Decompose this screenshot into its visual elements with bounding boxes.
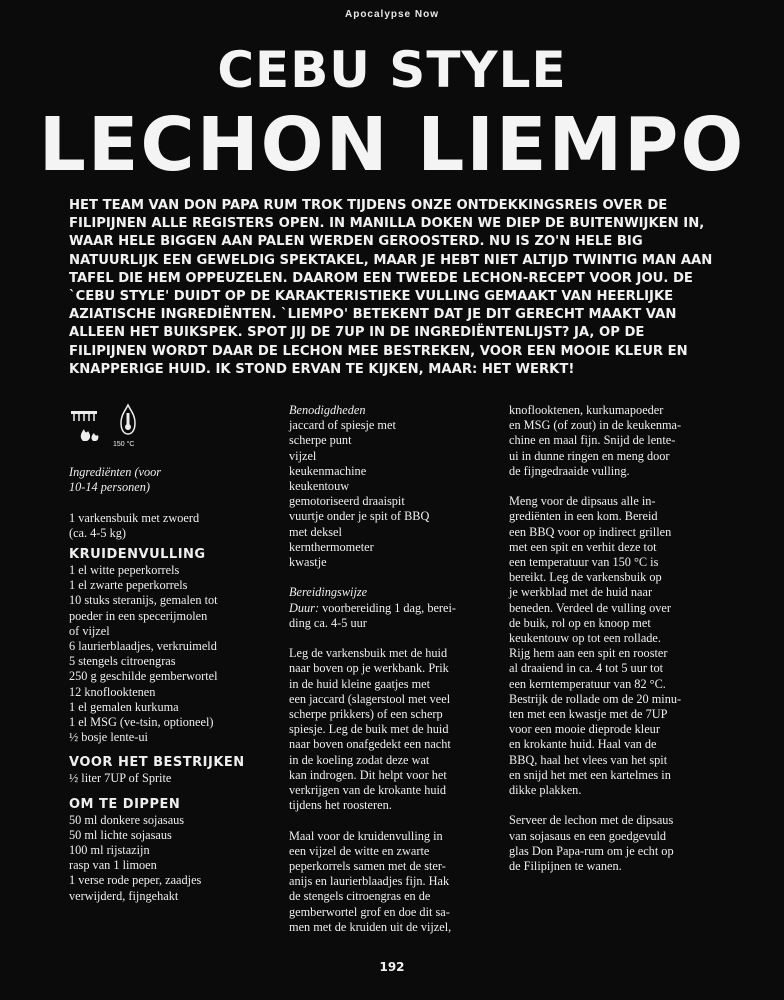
equipment-line: met deksel (289, 524, 342, 539)
method-line: al draaiend in ca. 4 tot 5 uur tot (509, 661, 664, 676)
duration-line: ding ca. 4-5 uur (289, 615, 367, 630)
method-line: naar boven onafgedekt een nacht (289, 737, 451, 752)
ingredient-line: 100 ml rijstazijn (69, 843, 150, 858)
ingredient-line: 1 el gemalen kurkuma (69, 699, 179, 714)
equipment-line: kernthermometer (289, 539, 374, 554)
method-line: dikke plakken. (509, 783, 582, 798)
ingredient-line: 1 el witte peperkorrels (69, 563, 180, 577)
ingredient-line: 1 varkensbuik met zwoerd (69, 510, 200, 525)
ingredient-line: poeder in een specerijmolen (69, 608, 208, 623)
recipe-icons (69, 403, 269, 453)
running-head: Apocalypse Now (344, 9, 440, 20)
grill-icon (69, 407, 113, 447)
method-line: in de koeling zodat deze wat (289, 752, 430, 767)
method-line: de stengels citroengras en de (289, 889, 431, 904)
method-line: Leg de varkensbuik met de huid (289, 646, 448, 661)
ingredient-line: of vijzel (69, 623, 110, 638)
method-line: een jaccard (slagerstool met veel (289, 691, 451, 706)
method-line: naar boven op je werkbank. Prik (289, 661, 449, 676)
section-heading-brush: VOOR HET BESTRIJKEN (69, 755, 245, 771)
temperature-label: 150 °C (113, 441, 135, 448)
duration-label: Duur: (289, 600, 320, 615)
method-line: verkrijgen van de krokante huid (289, 783, 447, 798)
ingredient-line: verwijderd, fijngehakt (69, 888, 179, 903)
method-line: Rijg hem aan een spit en rooster (509, 646, 668, 661)
title-line-1: CEBU STYLE (217, 41, 567, 99)
method-line: tijdens het roosteren. (289, 798, 392, 813)
equipment-line: keukentouw (289, 479, 350, 494)
method-line: de buik, rol op en knoop met (509, 615, 651, 630)
equipment-line: keukenmachine (289, 463, 367, 478)
method-line: glas Don Papa-rum om je echt op (509, 843, 674, 858)
ingredient-line: ½ bosje lente-ui (69, 730, 148, 745)
ingredient-line: 1 el MSG (ve-tsin, optioneel) (69, 715, 214, 730)
method-line: gemberwortel grof en doe dit sa- (289, 904, 450, 919)
method-line: beneden. Verdeel de vulling over (509, 600, 671, 615)
section-heading-dip: OM TE DIPPEN (69, 796, 181, 812)
method-line: knoflooktenen, kurkumapoeder (509, 403, 664, 417)
duration-text: voorbereiding 1 dag, berei- (319, 600, 456, 615)
method-line: en MSG (of zout) in de keukenma- (509, 418, 682, 433)
ingredient-line: 12 knoflooktenen (69, 684, 156, 699)
method-line: een BBQ voor op indirect grillen (509, 524, 672, 539)
method-line: men met de kruiden uit de vijzel, (289, 919, 452, 934)
ingredient-line: ½ liter 7UP of Sprite (69, 771, 172, 786)
method-line: Serveer de lechon met de dipsaus (509, 813, 674, 828)
ingredients-column (69, 403, 269, 904)
method-line: spiesje. Leg de buik met de huid (289, 722, 449, 737)
ingredients-heading-2: 10-14 personen) (69, 480, 150, 495)
ingredient-line: 50 ml lichte sojasaus (69, 827, 172, 842)
method-line: grediënten in een kom. Bereid (509, 509, 658, 524)
method-line: Meng voor de dipsaus alle in- (509, 494, 656, 509)
method-line: de Filipijnen te wanen. (509, 859, 622, 874)
duration-line (289, 601, 494, 616)
method-line: bereikt. Leg de varkensbuik op (509, 570, 662, 585)
method-line: een kerntemperatuur van 82 °C. (509, 676, 666, 691)
method-line: de fijngedraaide vulling. (509, 463, 630, 478)
method-line: chine en maal fijn. Snijd de lente- (509, 433, 676, 448)
method-line: Maal voor de kruidenvulling in (289, 828, 443, 843)
method-line: een temperatuur van 150 °C is (509, 555, 659, 570)
ingredient-line: 10 stuks steranijs, gemalen tot (69, 593, 218, 608)
equipment-line: vuurtje onder je spit of BBQ (289, 509, 430, 524)
equipment-line: scherpe punt (289, 433, 352, 448)
equipment-line: vijzel (289, 448, 317, 463)
method-column (289, 403, 494, 935)
equipment-heading: Benodigdheden (289, 403, 366, 417)
ingredients-heading-1: Ingrediënten (voor (69, 465, 162, 479)
method-line: scherpe prikkers) of een scherp (289, 707, 443, 722)
ingredient-line: 250 g geschilde gemberwortel (69, 669, 218, 684)
method-line: met een spit en verhit deze tot (509, 539, 657, 554)
section-heading-filling: KRUIDENVULLING (69, 547, 206, 562)
ingredient-line: 5 stengels citroengras (69, 654, 176, 669)
equipment-line: kwastje (289, 555, 327, 570)
ingredient-line: 1 verse rode peper, zaadjes (69, 873, 202, 888)
method-column-continued (509, 403, 714, 874)
method-line: voor een mooie dieprode kleur (509, 722, 660, 737)
method-line: BBQ, haal het vlees van het spit (509, 752, 668, 767)
method-line: en snijd het met een kartelmes in (509, 767, 671, 782)
method-line: anijs en laurierblaadjes fijn. Hak (289, 874, 450, 889)
method-line: keukentouw op tot een rollade. (509, 631, 661, 646)
method-heading: Bereidingswijze (289, 585, 368, 600)
method-line: en krokante huid. Haal van de (509, 737, 657, 752)
method-line: Bestrijk de rollade om de 20 minu- (509, 691, 682, 706)
equipment-line: gemotoriseerd draaispit (289, 494, 405, 509)
intro-paragraph: HET TEAM VAN DON PAPA RUM TROK TIJDENS ONZE ONTDEKKINGSREIS OVER DE FILIPIJNEN ALLE REGISTERS OPEN. IN MANILLA DOKEN WE DIEP DE BUITENWIJKEN IN, WAAR HELE BIGGEN AAN PALEN WERDEN GEROOSTERD. NU IS ZO'N HELE BIG NATUURLIJK EEN GEWELDIG SPEKTAKEL, MAAR JE HEBT NIET ALTIJD TWINTIG MAN AAN TAFEL DIE HEM OPPEUZELEN. DAAROM EEN TWEEDE LECHON-RECEPT VOOR JOU. DE `CEBU STYLE' DUIDT OP DE KARAKTERISTIEKE VULLING GEMAAKT VAN HEERLIJKE AZIATISCHE INGREDIËNTEN. `LIEMPO' BETEKENT DAT JE DIT GERECHT MAAKT VAN ALLEEN HET BUIKSPEK. SPOT JIJ DE 7UP IN DE INGREDIËNTENLIJST? JA, OP DE FILIPIJNEN WORDT DAAR DE LECHON MEE BESTREKEN, VOOR EEN MOOIE KLEUR EN KNAPPERIGE HUID. IK STOND ERVAN TE KIJKEN, MAAR: HET WERKT! (69, 198, 713, 377)
ingredient-line: (ca. 4-5 kg) (69, 525, 127, 540)
ingredient-line: rasp van 1 limoen (69, 858, 157, 873)
method-line: peperkorrels samen met de ster- (289, 859, 446, 874)
method-line: van sojasaus en een goedgevuld (509, 828, 667, 843)
page-number: 192 (379, 960, 405, 974)
method-line: kan indrogen. Dit helpt voor het (289, 767, 447, 782)
ingredient-line: 6 laurierblaadjes, verkruimeld (69, 639, 217, 654)
method-line: ten met een kwastje met de 7UP (509, 707, 668, 722)
method-line: ui in dunne ringen en meng door (509, 448, 670, 463)
method-line: een vijzel de witte en zwarte (289, 843, 430, 858)
equipment-line: jaccard of spiesje met (289, 418, 396, 433)
method-line: in de huid kleine gaatjes met (289, 676, 431, 691)
ingredient-line: 50 ml donkere sojasaus (69, 812, 185, 827)
title-line-2: LECHON LIEMPO (38, 102, 746, 188)
ingredient-line: 1 el zwarte peperkorrels (69, 578, 188, 593)
method-line: je werkblad met de huid naar (509, 585, 653, 600)
